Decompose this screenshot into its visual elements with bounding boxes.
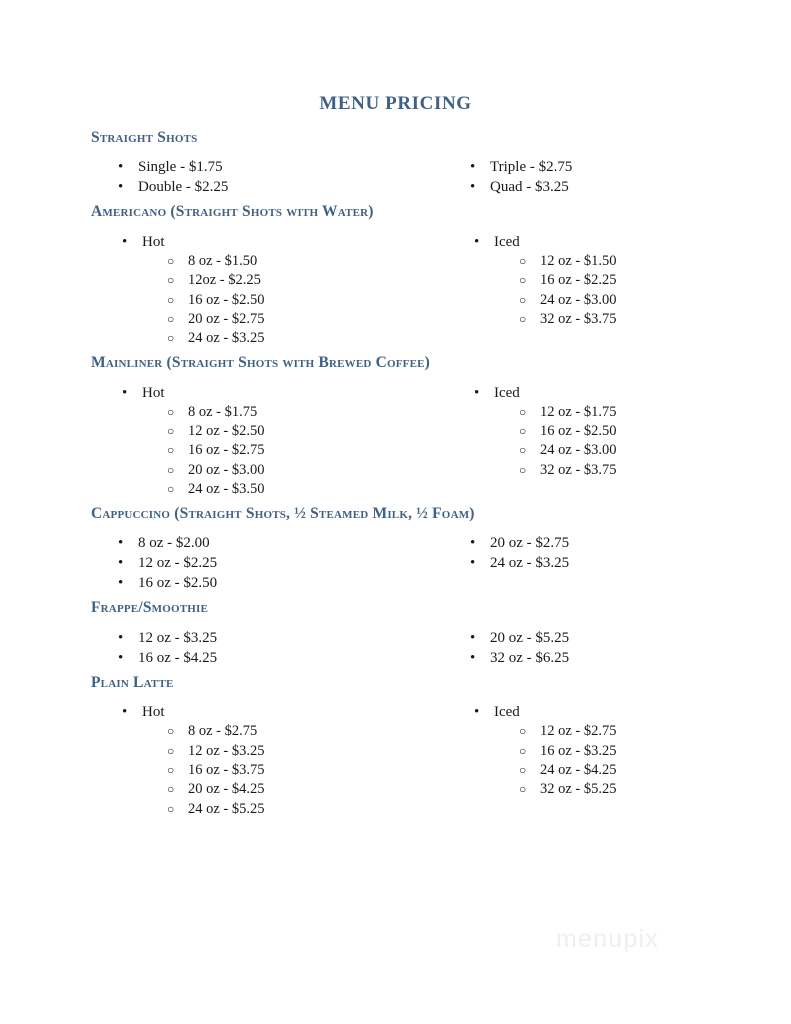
- price-item-label: 16 oz - $3.75: [188, 762, 265, 779]
- bullet-circle-icon: ○: [519, 724, 527, 739]
- bullet-circle-icon: ○: [167, 273, 175, 288]
- price-item-label: 32 oz - $3.75: [540, 310, 617, 327]
- menu-section: [0, 599, 791, 674]
- list-item: [352, 761, 617, 780]
- list-item: [0, 573, 791, 593]
- bullet-disc-icon: •: [118, 179, 124, 196]
- bullet-circle-icon: ○: [519, 404, 527, 419]
- price-item-label: 24 oz - $3.00: [540, 291, 617, 308]
- price-item-label: 20 oz - $4.25: [188, 781, 265, 798]
- bullet-disc-icon: •: [118, 535, 124, 552]
- bullet-disc-icon: •: [470, 159, 476, 176]
- price-item-label: 16 oz - $2.50: [540, 422, 617, 439]
- section-columns: [0, 232, 791, 348]
- price-sublist-right: [352, 403, 617, 480]
- bullet-disc-icon: •: [118, 555, 124, 572]
- list-item: [352, 403, 617, 422]
- column-right: [352, 157, 572, 197]
- price-item-label: 24 oz - $3.25: [490, 555, 570, 572]
- list-item: [352, 722, 617, 741]
- bullet-disc-icon: •: [118, 575, 124, 592]
- price-item-label: 32 oz - $5.25: [540, 781, 617, 798]
- price-item-label: 24 oz - $5.25: [188, 800, 265, 817]
- price-item-label: Quad - $3.25: [490, 179, 569, 196]
- menu-sections: [0, 129, 791, 825]
- price-group-label: Hot: [142, 234, 165, 251]
- price-item-label: Double - $2.25: [138, 179, 229, 196]
- price-group-right: [352, 702, 617, 799]
- bullet-disc-icon: •: [474, 704, 480, 721]
- bullet-circle-icon: ○: [167, 481, 175, 496]
- price-group-label: Iced: [494, 234, 520, 251]
- list-item: [352, 422, 617, 441]
- list-item: [352, 157, 572, 177]
- price-item-label: 12 oz - $2.50: [188, 422, 265, 439]
- menu-section: [0, 674, 791, 825]
- bullet-disc-icon: •: [470, 179, 476, 196]
- bullet-circle-icon: ○: [167, 743, 175, 758]
- price-list-right: [352, 533, 569, 573]
- menu-section: [0, 203, 791, 354]
- bullet-disc-icon: •: [118, 159, 124, 176]
- price-item-label: 8 oz - $2.75: [188, 723, 258, 740]
- bullet-circle-icon: ○: [519, 462, 527, 477]
- section-heading: Americano (Straight Shots with Water): [91, 203, 374, 221]
- section-columns: [0, 533, 791, 593]
- bullet-disc-icon: •: [122, 704, 128, 721]
- price-item-label: 16 oz - $2.50: [138, 575, 218, 592]
- bullet-circle-icon: ○: [167, 724, 175, 739]
- list-item: [352, 628, 569, 648]
- price-list-right: [352, 628, 569, 668]
- section-gap: [0, 147, 791, 157]
- bullet-circle-icon: ○: [519, 443, 527, 458]
- price-sublist-right: [352, 252, 617, 329]
- bullet-circle-icon: ○: [519, 311, 527, 326]
- price-item-label: 32 oz - $3.75: [540, 461, 617, 478]
- section-heading: Mainliner (Straight Shots with Brewed Coffee): [91, 354, 431, 372]
- bullet-disc-icon: •: [118, 629, 124, 646]
- price-item-label: 12 oz - $3.25: [188, 742, 265, 759]
- menu-section: [0, 505, 791, 600]
- column-right: [352, 533, 569, 573]
- price-group-label: Hot: [142, 704, 165, 721]
- bullet-circle-icon: ○: [167, 311, 175, 326]
- section-gap: [0, 618, 791, 628]
- bullet-circle-icon: ○: [519, 254, 527, 269]
- list-item: [352, 461, 617, 480]
- list-item: [352, 271, 617, 290]
- bullet-disc-icon: •: [470, 649, 476, 666]
- price-group-right: [352, 232, 617, 329]
- section-gap: [0, 222, 791, 232]
- bullet-circle-icon: ○: [519, 782, 527, 797]
- section-trailing-gap: [0, 818, 791, 824]
- column-right: [352, 702, 617, 799]
- price-item-label: 12oz - $2.25: [188, 272, 261, 289]
- bullet-disc-icon: •: [474, 234, 480, 251]
- menu-section: [0, 129, 791, 204]
- price-item-label: 24 oz - $3.50: [188, 480, 265, 497]
- bullet-circle-icon: ○: [167, 254, 175, 269]
- list-item: [352, 533, 569, 553]
- column-right: [352, 628, 569, 668]
- price-item-label: 8 oz - $1.75: [188, 403, 258, 420]
- section-heading: Plain Latte: [91, 673, 174, 691]
- list-item: [352, 742, 617, 761]
- price-list-right: [352, 157, 572, 197]
- section-gap: [0, 692, 791, 702]
- menupix-watermark: menupix: [556, 925, 659, 953]
- list-item: [352, 291, 617, 310]
- price-item-label: 20 oz - $5.25: [490, 629, 570, 646]
- bullet-disc-icon: •: [470, 555, 476, 572]
- bullet-disc-icon: •: [470, 535, 476, 552]
- list-item: [0, 800, 791, 819]
- price-group-label: Iced: [494, 384, 520, 401]
- bullet-circle-icon: ○: [519, 763, 527, 778]
- section-heading: Frappe/Smoothie: [91, 599, 209, 617]
- price-item-label: 20 oz - $3.00: [188, 461, 265, 478]
- list-item: [352, 177, 572, 197]
- section-columns: [0, 383, 791, 499]
- list-item: [352, 310, 617, 329]
- bullet-circle-icon: ○: [167, 404, 175, 419]
- price-item-label: 16 oz - $2.25: [540, 272, 617, 289]
- price-item-label: 16 oz - $4.25: [138, 649, 218, 666]
- price-item-label: 12 oz - $2.25: [138, 555, 218, 572]
- bullet-disc-icon: •: [122, 384, 128, 401]
- price-item-label: 12 oz - $3.25: [138, 629, 218, 646]
- bullet-disc-icon: •: [474, 384, 480, 401]
- column-right: [352, 232, 617, 329]
- bullet-circle-icon: ○: [167, 443, 175, 458]
- page-title: MENU PRICING: [319, 93, 472, 114]
- bullet-disc-icon: •: [118, 649, 124, 666]
- bullet-circle-icon: ○: [167, 462, 175, 477]
- bullet-disc-icon: •: [470, 629, 476, 646]
- price-group-header: [352, 702, 617, 722]
- price-item-label: 24 oz - $3.00: [540, 442, 617, 459]
- section-columns: [0, 157, 791, 197]
- price-item-label: 16 oz - $2.75: [188, 442, 265, 459]
- price-item-label: 16 oz - $3.25: [540, 742, 617, 759]
- price-item-label: 20 oz - $2.75: [490, 535, 570, 552]
- section-columns: [0, 702, 791, 818]
- price-item-label: 8 oz - $2.00: [138, 535, 210, 552]
- bullet-circle-icon: ○: [519, 273, 527, 288]
- section-heading: Cappuccino (Straight Shots, ½ Steamed Milk, ½ Foam): [91, 504, 475, 522]
- list-item: [352, 441, 617, 460]
- price-group-right: [352, 383, 617, 480]
- bullet-circle-icon: ○: [167, 782, 175, 797]
- bullet-circle-icon: ○: [519, 423, 527, 438]
- bullet-circle-icon: ○: [167, 423, 175, 438]
- price-item-label: Single - $1.75: [138, 159, 223, 176]
- section-gap: [0, 373, 791, 383]
- price-item-label: 20 oz - $2.75: [188, 310, 265, 327]
- list-item: [352, 252, 617, 271]
- bullet-circle-icon: ○: [167, 292, 175, 307]
- bullet-circle-icon: ○: [519, 292, 527, 307]
- price-item-label: 32 oz - $6.25: [490, 649, 570, 666]
- bullet-disc-icon: •: [122, 234, 128, 251]
- price-sublist-right: [352, 722, 617, 799]
- list-item: [0, 329, 791, 348]
- price-item-label: 12 oz - $1.50: [540, 253, 617, 270]
- list-item: [352, 553, 569, 573]
- price-item-label: Triple - $2.75: [490, 159, 573, 176]
- column-right: [352, 383, 617, 480]
- price-item-label: 12 oz - $2.75: [540, 723, 617, 740]
- section-gap: [0, 523, 791, 533]
- price-item-label: 12 oz - $1.75: [540, 403, 617, 420]
- title-spacer: [0, 115, 791, 129]
- list-item: [352, 648, 569, 668]
- section-heading: Straight Shots: [91, 128, 198, 146]
- list-item: [352, 780, 617, 799]
- bullet-circle-icon: ○: [519, 743, 527, 758]
- price-group-header: [352, 232, 617, 252]
- price-group-label: Hot: [142, 384, 165, 401]
- price-item-label: 8 oz - $1.50: [188, 253, 258, 270]
- bullet-circle-icon: ○: [167, 763, 175, 778]
- menu-section: [0, 354, 791, 505]
- price-group-header: [352, 383, 617, 403]
- price-item-label: 24 oz - $3.25: [188, 330, 265, 347]
- section-columns: [0, 628, 791, 668]
- price-item-label: 16 oz - $2.50: [188, 291, 265, 308]
- price-group-label: Iced: [494, 704, 520, 721]
- bullet-circle-icon: ○: [167, 801, 175, 816]
- price-item-label: 24 oz - $4.25: [540, 762, 617, 779]
- list-item: [0, 480, 791, 499]
- bullet-circle-icon: ○: [167, 331, 175, 346]
